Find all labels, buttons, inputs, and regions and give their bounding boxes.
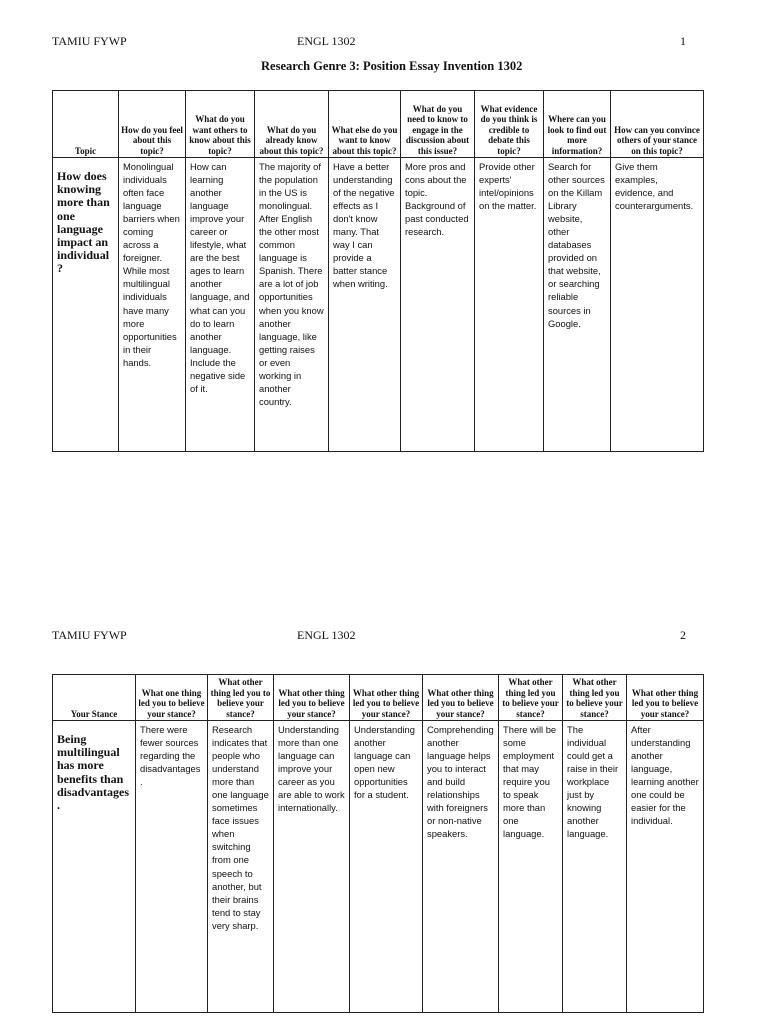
column-header: What other thing led you to believe your stance?	[208, 675, 274, 721]
table-header-row	[53, 91, 704, 158]
header-left: TAMIU FYWP	[52, 34, 127, 48]
column-header: How can you convince others of your stance on this topic?	[611, 91, 704, 158]
table-cell: Have a better understanding of the negative effects as I don't know many. That way I can provide a batter stance when writing.	[329, 158, 401, 452]
column-header: What do you want others to know about this topic?	[186, 91, 255, 158]
column-header: What other thing led you to believe your stance?	[423, 675, 499, 721]
table-cell: How can learning another language improve your career or lifestyle, what are the best ages to learn another language, and what can you do to learn another language. Include the negative side of it.	[186, 158, 255, 452]
column-header: What other thing led you to believe your stance?	[274, 675, 350, 721]
table-cell: There will be some employment that may require you to speak more than one language.	[499, 721, 563, 1013]
table-row	[53, 158, 704, 452]
table-cell: There were fewer sources regarding the disadvantages.	[136, 721, 208, 1013]
column-header: What other thing led you to believe your stance?	[563, 675, 627, 721]
table-cell: Search for other sources on the Killam Library website, other databases provided on that website, or searching reliable sources in Google.	[544, 158, 611, 452]
table-cell: Research indicates that people who understand more than one language sometimes face issues when switching from one speech to another, but their brains tend to stay very sharp.	[208, 721, 274, 1013]
column-header: Topic	[53, 91, 119, 158]
stance-table	[52, 674, 704, 1013]
column-header: What else do you want to know about this topic?	[329, 91, 401, 158]
column-header: What other thing led you to believe your stance?	[627, 675, 704, 721]
document-title: Research Genre 3: Position Essay Invention 1302	[261, 59, 523, 73]
column-header: Where can you look to find out more information?	[544, 91, 611, 158]
column-header: Your Stance	[53, 675, 136, 721]
column-header: What other thing led you to believe your stance?	[350, 675, 423, 721]
table-cell: After understanding another language, learning another one could be easier for the individual.	[627, 721, 704, 1013]
table-header-row	[53, 675, 704, 721]
table-row	[53, 721, 704, 1013]
header-course: ENGL 1302	[297, 628, 356, 642]
invention-table	[52, 90, 704, 452]
table-cell: Provide other experts' intel/opinions on the matter.	[475, 158, 544, 452]
table-cell: Give them examples, evidence, and counterarguments.	[611, 158, 704, 452]
stance-cell: Being multilingual has more benefits than disadvantages.	[53, 721, 136, 1013]
column-header: What do you need to know to engage in the discussion about this issue?	[401, 91, 475, 158]
column-header: How do you feel about this topic?	[119, 91, 186, 158]
table-cell: Comprehending another language helps you to interact and build relationships with foreigners or non-native speakers.	[423, 721, 499, 1013]
column-header: What one thing led you to believe your stance?	[136, 675, 208, 721]
header-left: TAMIU FYWP	[52, 628, 127, 642]
table-cell: More pros and cons about the topic. Background of past conducted research.	[401, 158, 475, 452]
header-course: ENGL 1302	[297, 34, 356, 48]
topic-cell: How does knowing more than one language impact an individual?	[53, 158, 119, 452]
column-header: What do you already know about this topic?	[255, 91, 329, 158]
table-cell: The majority of the population in the US is monolingual. After English the other most common language is Spanish. There are a lot of job opportunities when you know another language, like getting raises or even working in another country.	[255, 158, 329, 452]
column-header: What evidence do you think is credible to debate this topic?	[475, 91, 544, 158]
page-number: 1	[680, 34, 686, 48]
page-number: 2	[680, 628, 686, 642]
table-cell: Monolingual individuals often face language barriers when coming across a foreigner. While most multilingual individuals have many more opportunities in their hands.	[119, 158, 186, 452]
column-header: What other thing led you to believe your stance?	[499, 675, 563, 721]
table-cell: The individual could get a raise in their workplace just by knowing another language.	[563, 721, 627, 1013]
table-cell: Understanding more than one language can improve your career as you are able to work internationally.	[274, 721, 350, 1013]
table-cell: Understanding another language can open new opportunities for a student.	[350, 721, 423, 1013]
